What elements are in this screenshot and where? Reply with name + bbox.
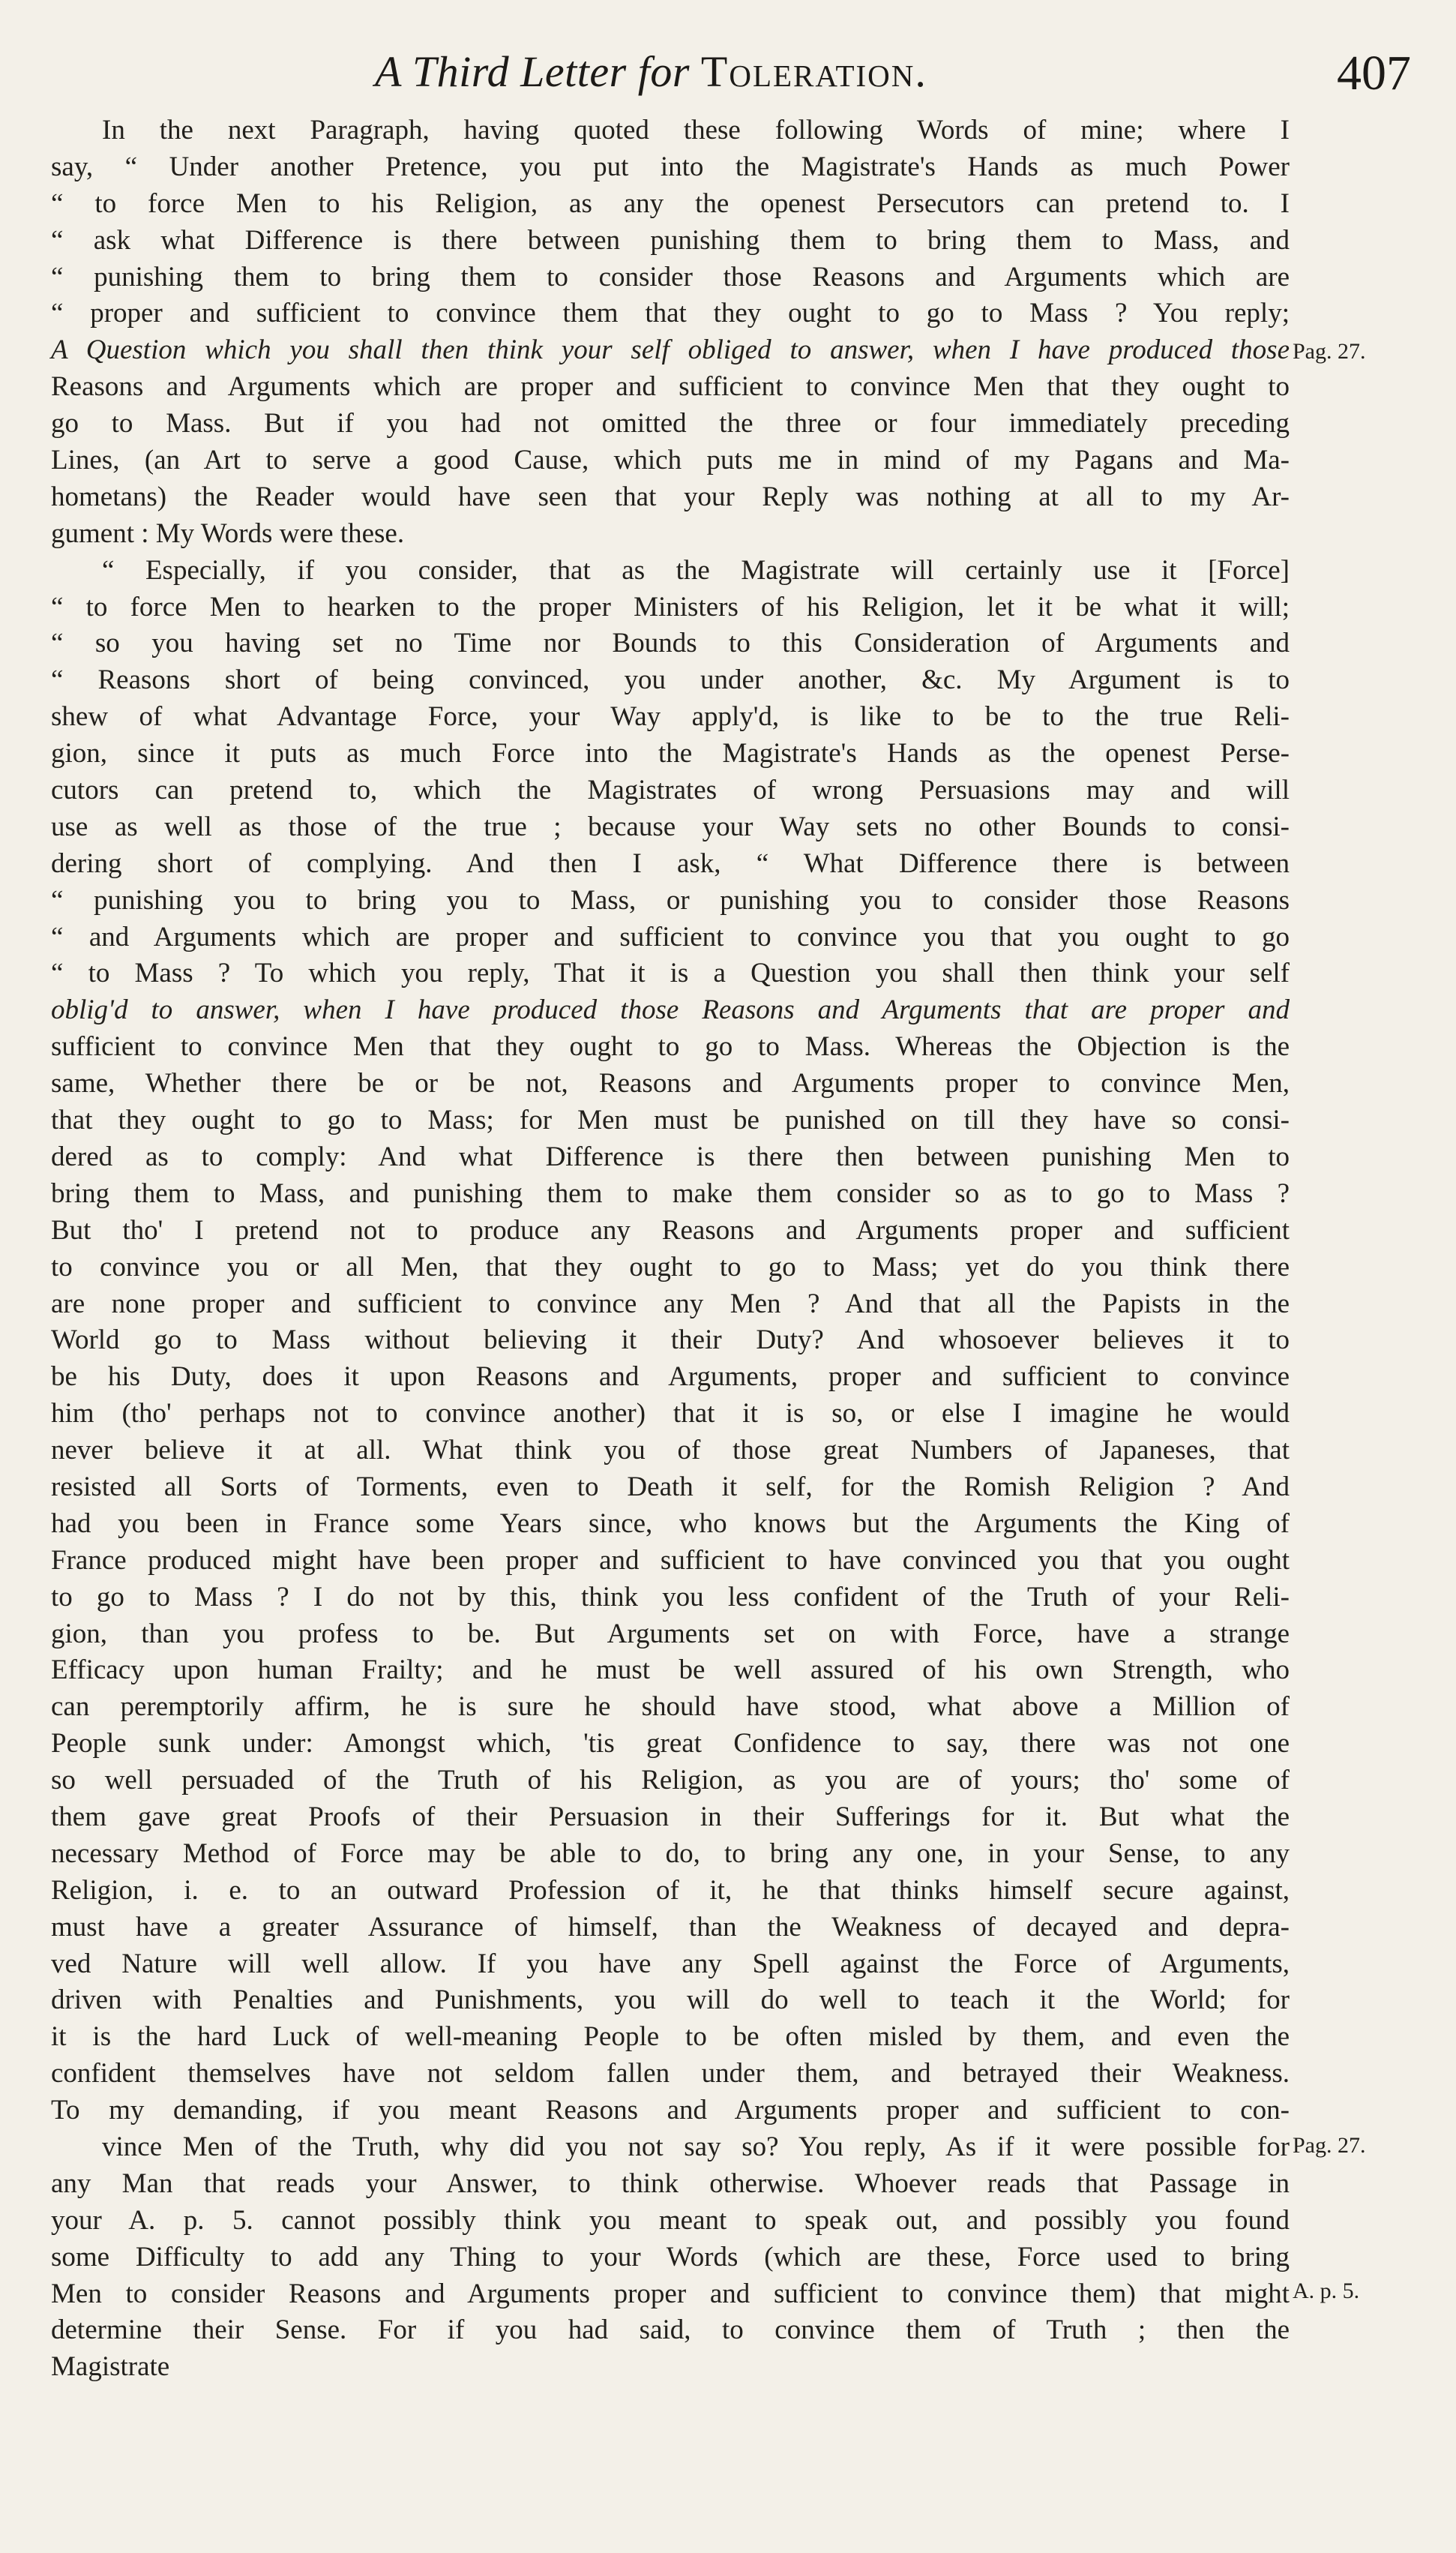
text-line: Men to consider Reasons and Arguments proper and sufficient to convince them) that might (51, 2278, 1290, 2309)
text-line: Efficacy upon human Frailty; and he must be well assured of his own Strength, who (51, 1654, 1290, 1686)
running-title-italic: A Third Letter for (375, 47, 701, 96)
text-line: “ so you having set no Time nor Bounds to this Consideration of Arguments and (51, 628, 1290, 659)
text-line: “ punishing you to bring you to Mass, or punishing you to consider those Reasons (51, 884, 1290, 916)
text-line: had you been in France some Years since, who knows but the Arguments the King of (51, 1508, 1290, 1539)
text-line: him (tho' perhaps not to convince another) that it is so, or else I imagine he would (51, 1398, 1290, 1430)
text-line: A Question which you shall then think your self obliged to answer, when I have produced those (51, 334, 1290, 366)
text-line: hometans) the Reader would have seen that your Reply was nothing at all to my Ar- (51, 481, 1290, 512)
text-line: use as well as those of the true ; because your Way sets no other Bounds to consi- (51, 811, 1290, 842)
running-title (375, 46, 927, 97)
text-line: sufficient to convince Men that they ought to go to Mass. Whereas the Objection is the (51, 1031, 1290, 1063)
text-line: them gave great Proofs of their Persuasion in their Sufferings for it. But what the (51, 1801, 1290, 1832)
text-line: are none proper and sufficient to convince any Men ? And that all the Papists in the (51, 1288, 1290, 1319)
text-line: same, Whether there be or be not, Reasons and Arguments proper to convince Men, (51, 1068, 1290, 1100)
text-line: “ to force Men to hearken to the proper Ministers of his Religion, let it be what it will; (51, 591, 1290, 622)
text-line: some Difficulty to add any Thing to your Words (which are these, Force used to bring (51, 2241, 1290, 2272)
text-line: resisted all Sorts of Torments, even to Death it self, for the Romish Religion ? And (51, 1471, 1290, 1502)
text-line: But tho' I pretend not to produce any Reasons and Arguments proper and sufficient (51, 1214, 1290, 1246)
text-line: to go to Mass ? I do not by this, think you less confident of the Truth of your Reli- (51, 1581, 1290, 1612)
text-line: “ and Arguments which are proper and sufficient to convince you that you ought to go (51, 921, 1290, 952)
text-line: ved Nature will well allow. If you have any Spell against the Force of Arguments, (51, 1948, 1290, 1979)
text-line: confident themselves have not seldom fallen under them, and betrayed their Weakness. (51, 2058, 1290, 2090)
text-line: it is the hard Luck of well-meaning People to be often misled by them, and even the (51, 2021, 1290, 2053)
body-text (51, 112, 1290, 2422)
text-line: that they ought to go to Mass; for Men must be punished on till they have so consi- (51, 1105, 1290, 1136)
text-line: go to Mass. But if you had not omitted the three or four immediately preceding (51, 408, 1290, 440)
text-line: France produced might have been proper and sufficient to have convinced you that you ought (51, 1544, 1290, 1576)
text-line: World go to Mass without believing it their Duty? And whosoever believes it to (51, 1324, 1290, 1356)
text-line: to convince you or all Men, that they ought to go to Mass; yet do you think there (51, 1251, 1290, 1282)
margin-note: Pag. 27. (1293, 339, 1366, 364)
text-line: People sunk under: Amongst which, 'tis great Confidence to say, there was not one (51, 1728, 1290, 1760)
text-line: dered as to comply: And what Difference is there then between punishing Men to (51, 1141, 1290, 1172)
text-line: “ Especially, if you consider, that as the Magistrate will certainly use it [Force] (102, 554, 1290, 586)
text-line: so well persuaded of the Truth of his Religion, as you are of yours; tho' some of (51, 1765, 1290, 1796)
text-line: “ ask what Difference is there between punishing them to bring them to Mass, and (51, 224, 1290, 256)
text-line: dering short of complying. And then I ask, “ What Difference there is between (51, 848, 1290, 879)
text-line: “ Reasons short of being convinced, you under another, &c. My Argument is to (51, 664, 1290, 696)
text-line: “ to force Men to his Religion, as any the openest Persecutors can pretend to. I (51, 188, 1290, 219)
text-line: never believe it at all. What think you of those great Numbers of Japaneses, that (51, 1435, 1290, 1466)
text-line: say, “ Under another Pretence, you put into the Magistrate's Hands as much Power (51, 151, 1290, 182)
text-line: Religion, i. e. to an outward Profession of it, he that thinks himself secure against, (51, 1874, 1290, 1906)
text-line: gion, since it puts as much Force into the Magistrate's Hands as the openest Perse- (51, 738, 1290, 770)
running-title-caps: Toleration. (700, 47, 927, 96)
text-line: oblig'd to answer, when I have produced those Reasons and Arguments that are proper and (51, 994, 1290, 1026)
text-line: In the next Paragraph, having quoted these following Words of mine; where I (102, 115, 1290, 146)
margin-note: Pag. 27. (1293, 2133, 1366, 2158)
text-line: must have a greater Assurance of himself, than the Weakness of decayed and depra- (51, 1911, 1290, 1942)
catchword (51, 2386, 1290, 2422)
text-line: “ proper and sufficient to convince them that they ought to go to Mass ? You reply; (51, 298, 1290, 329)
text-line: determine their Sense. For if you had said, to convince them of Truth ; then the (51, 2314, 1290, 2346)
text-line: “ to Mass ? To which you reply, That it is a Question you shall then think your self (51, 958, 1290, 989)
text-line: gument : My Words were these. (51, 518, 405, 549)
text-line: Lines, (an Art to serve a good Cause, which puts me in mind of my Pagans and Ma- (51, 445, 1290, 476)
text-line: bring them to Mass, and punishing them to make them consider so as to go to Mass ? (51, 1178, 1290, 1209)
text-line: be his Duty, does it upon Reasons and Arguments, proper and sufficient to convince (51, 1361, 1290, 1393)
text-line: driven with Penalties and Punishments, you will do well to teach it the World; for (51, 1984, 1290, 2016)
text-line: Magistrate (51, 2351, 170, 2383)
text-line: can peremptorily affirm, he is sure he should have stood, what above a Million of (51, 1691, 1290, 1723)
text-line: your A. p. 5. cannot possibly think you meant to speak out, and possibly you found (51, 2204, 1290, 2236)
page-header (0, 39, 1456, 122)
text-line: necessary Method of Force may be able to do, to bring any one, in your Sense, to any (51, 1838, 1290, 1869)
text-line: “ punishing them to bring them to consider those Reasons and Arguments which are (51, 261, 1290, 292)
margin-note: A. p. 5. (1293, 2278, 1360, 2303)
text-line: To my demanding, if you meant Reasons and Arguments proper and sufficient to con- (51, 2095, 1290, 2126)
text-line: shew of what Advantage Force, your Way apply'd, is like to be to the true Reli- (51, 701, 1290, 733)
text-line: vince Men of the Truth, why did you not say so? You reply, As if it were possible for (102, 2131, 1290, 2162)
text-line: Reasons and Arguments which are proper and sufficient to convince Men that they ought to (51, 371, 1290, 403)
page-number: 407 (1337, 46, 1411, 100)
text-line: any Man that reads your Answer, to think otherwise. Whoever reads that Passage in (51, 2168, 1290, 2199)
text-line: cutors can pretend to, which the Magistrates of wrong Persuasions may and will (51, 775, 1290, 806)
text-line: gion, than you profess to be. But Arguments set on with Force, have a strange (51, 1618, 1290, 1649)
